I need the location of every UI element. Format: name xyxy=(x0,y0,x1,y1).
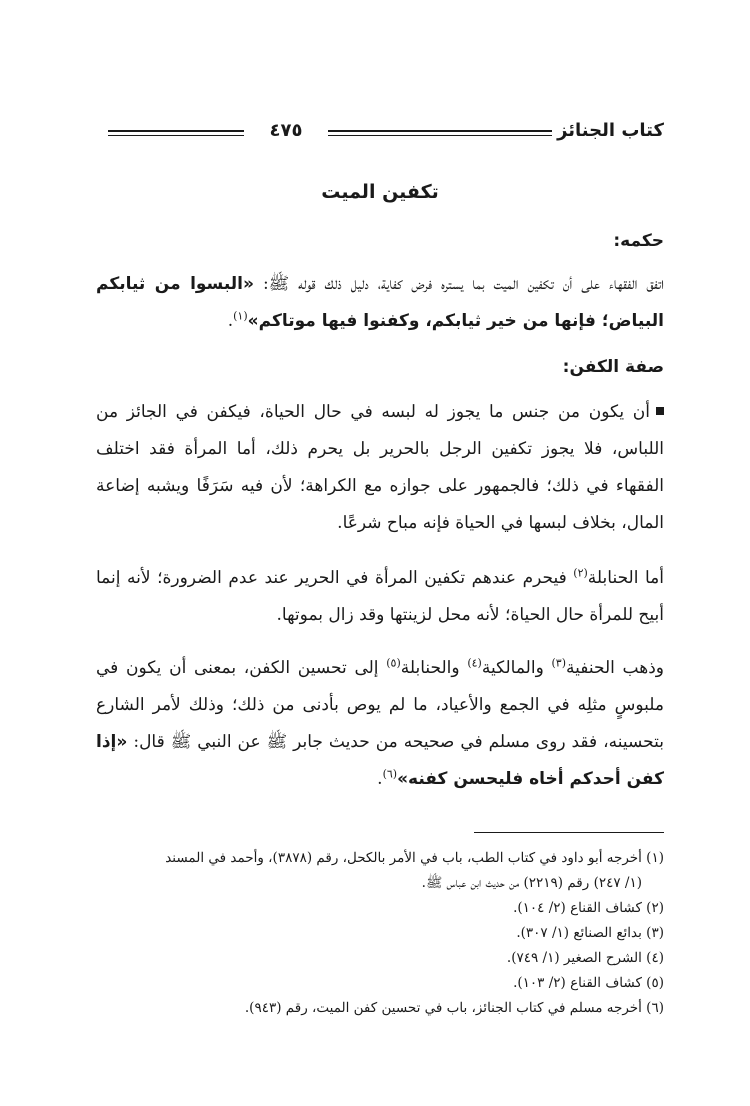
paragraph-end: . xyxy=(227,311,234,331)
paragraph-text: والحنابلة xyxy=(400,658,468,678)
paragraph-end: . xyxy=(377,769,383,789)
section-title: تكفين الميت xyxy=(321,181,439,203)
footnote-6: (٦) أخرجه مسلم في كتاب الجنائز، باب في تحسين كفن الميت، رقم (٩٤٣). xyxy=(244,1000,664,1016)
header-rule-long xyxy=(328,130,552,136)
footnote-2: (٢) كشاف القناع (٢/ ١٠٤). xyxy=(513,900,664,916)
paragraph-text: أما الحنابلة xyxy=(587,568,665,588)
page-number: ٤٧٥ xyxy=(269,120,303,141)
footnote-ref: (٦) xyxy=(382,767,398,781)
paragraph-ruling xyxy=(96,266,664,340)
footnote-5: (٥) كشاف القناع (٢/ ١٠٣). xyxy=(513,975,664,991)
footnote-4: (٤) الشرح الصغير (١/ ٧٤٩). xyxy=(506,950,664,966)
paragraph-text: والمالكية xyxy=(481,658,552,678)
paragraph-hanbali xyxy=(96,560,664,634)
paragraph-shroud-condition xyxy=(96,394,664,542)
paragraph-text: وذهب الحنفية xyxy=(566,658,664,678)
book-title: كتاب الجنائز xyxy=(557,120,664,141)
footnote-ref: (٢) xyxy=(573,566,588,580)
paragraph-text: اتفق الفقهاء على أن تكفين الميت بما يستره فرض كفاية، دليل ذلك قوله ﷺ: xyxy=(254,274,665,294)
footnote-ref: (١) xyxy=(233,309,248,323)
footnote-1-continued: (١/ ٢٤٧) رقم (٢٢١٩) من حديث ابن عباس ﷺ. xyxy=(421,875,642,891)
footnote-3: (٣) بدائع الصنائع (١/ ٣٠٧). xyxy=(516,925,664,941)
subhead-shroud: صفة الكفن: xyxy=(562,357,664,377)
header-rule-short xyxy=(108,130,244,136)
subhead-ruling: حكمه: xyxy=(613,231,664,251)
paragraph-text: أن يكون من جنس ما يجوز له لبسه في حال الحياة، فيكفن في الجائز من اللباس، فلا يجوز تكفين الرجل بالحرير بل يحرم ذلك، أما المرأة فقد اختلف الفقهاء في ذلك؛ فالجمهور على جوازه مع الكراهة؛ لأن فيه سَرَفًا ويشبه إضاعة المال، بخلاف لبسها في الحياة فإنه مباح شرعًا. xyxy=(96,402,664,533)
bullet-marker xyxy=(656,407,664,415)
hadith-quote: «إذا كفن أحدكم أخاه فليحسن كفنه» xyxy=(96,732,664,789)
footnote-ref: (٥) xyxy=(386,656,401,670)
paragraph-text: فيحرم عندهم تكفين المرأة في الحرير عند عدم الضرورة؛ لأنه إنما أبيح للمرأة حال الحياة؛ لأنه محل لزينتها وقد زال بموتها. xyxy=(96,568,664,625)
running-header xyxy=(96,118,664,148)
footnote-ref: (٣) xyxy=(551,656,566,670)
footnote-separator xyxy=(474,832,664,833)
paragraph-improve-shroud xyxy=(96,650,664,798)
paragraph-text: إلى تحسين الكفن، بمعنى أن يكون في ملبوسٍ مثلِه في الجمع والأعياد، ما لم يوص بأدنى من ذلك؛ وذلك لأمر الشارع بتحسينه، فقد روى مسلم في صحيحه من حديث جابر ﷺ عن النبي ﷺ قال: xyxy=(96,658,664,752)
footnote-ref: (٤) xyxy=(467,656,482,670)
hadith-quote: «البسوا من ثيابكم البياض؛ فإنها من خير ثيابكم، وكفنوا فيها موتاكم» xyxy=(96,274,664,331)
footnote-1: (١) أخرجه أبو داود في كتاب الطب، باب في الأمر بالكحل، رقم (٣٨٧٨)، وأحمد في المسند xyxy=(165,850,664,866)
footnotes xyxy=(96,846,664,1021)
book-page xyxy=(96,0,664,1106)
